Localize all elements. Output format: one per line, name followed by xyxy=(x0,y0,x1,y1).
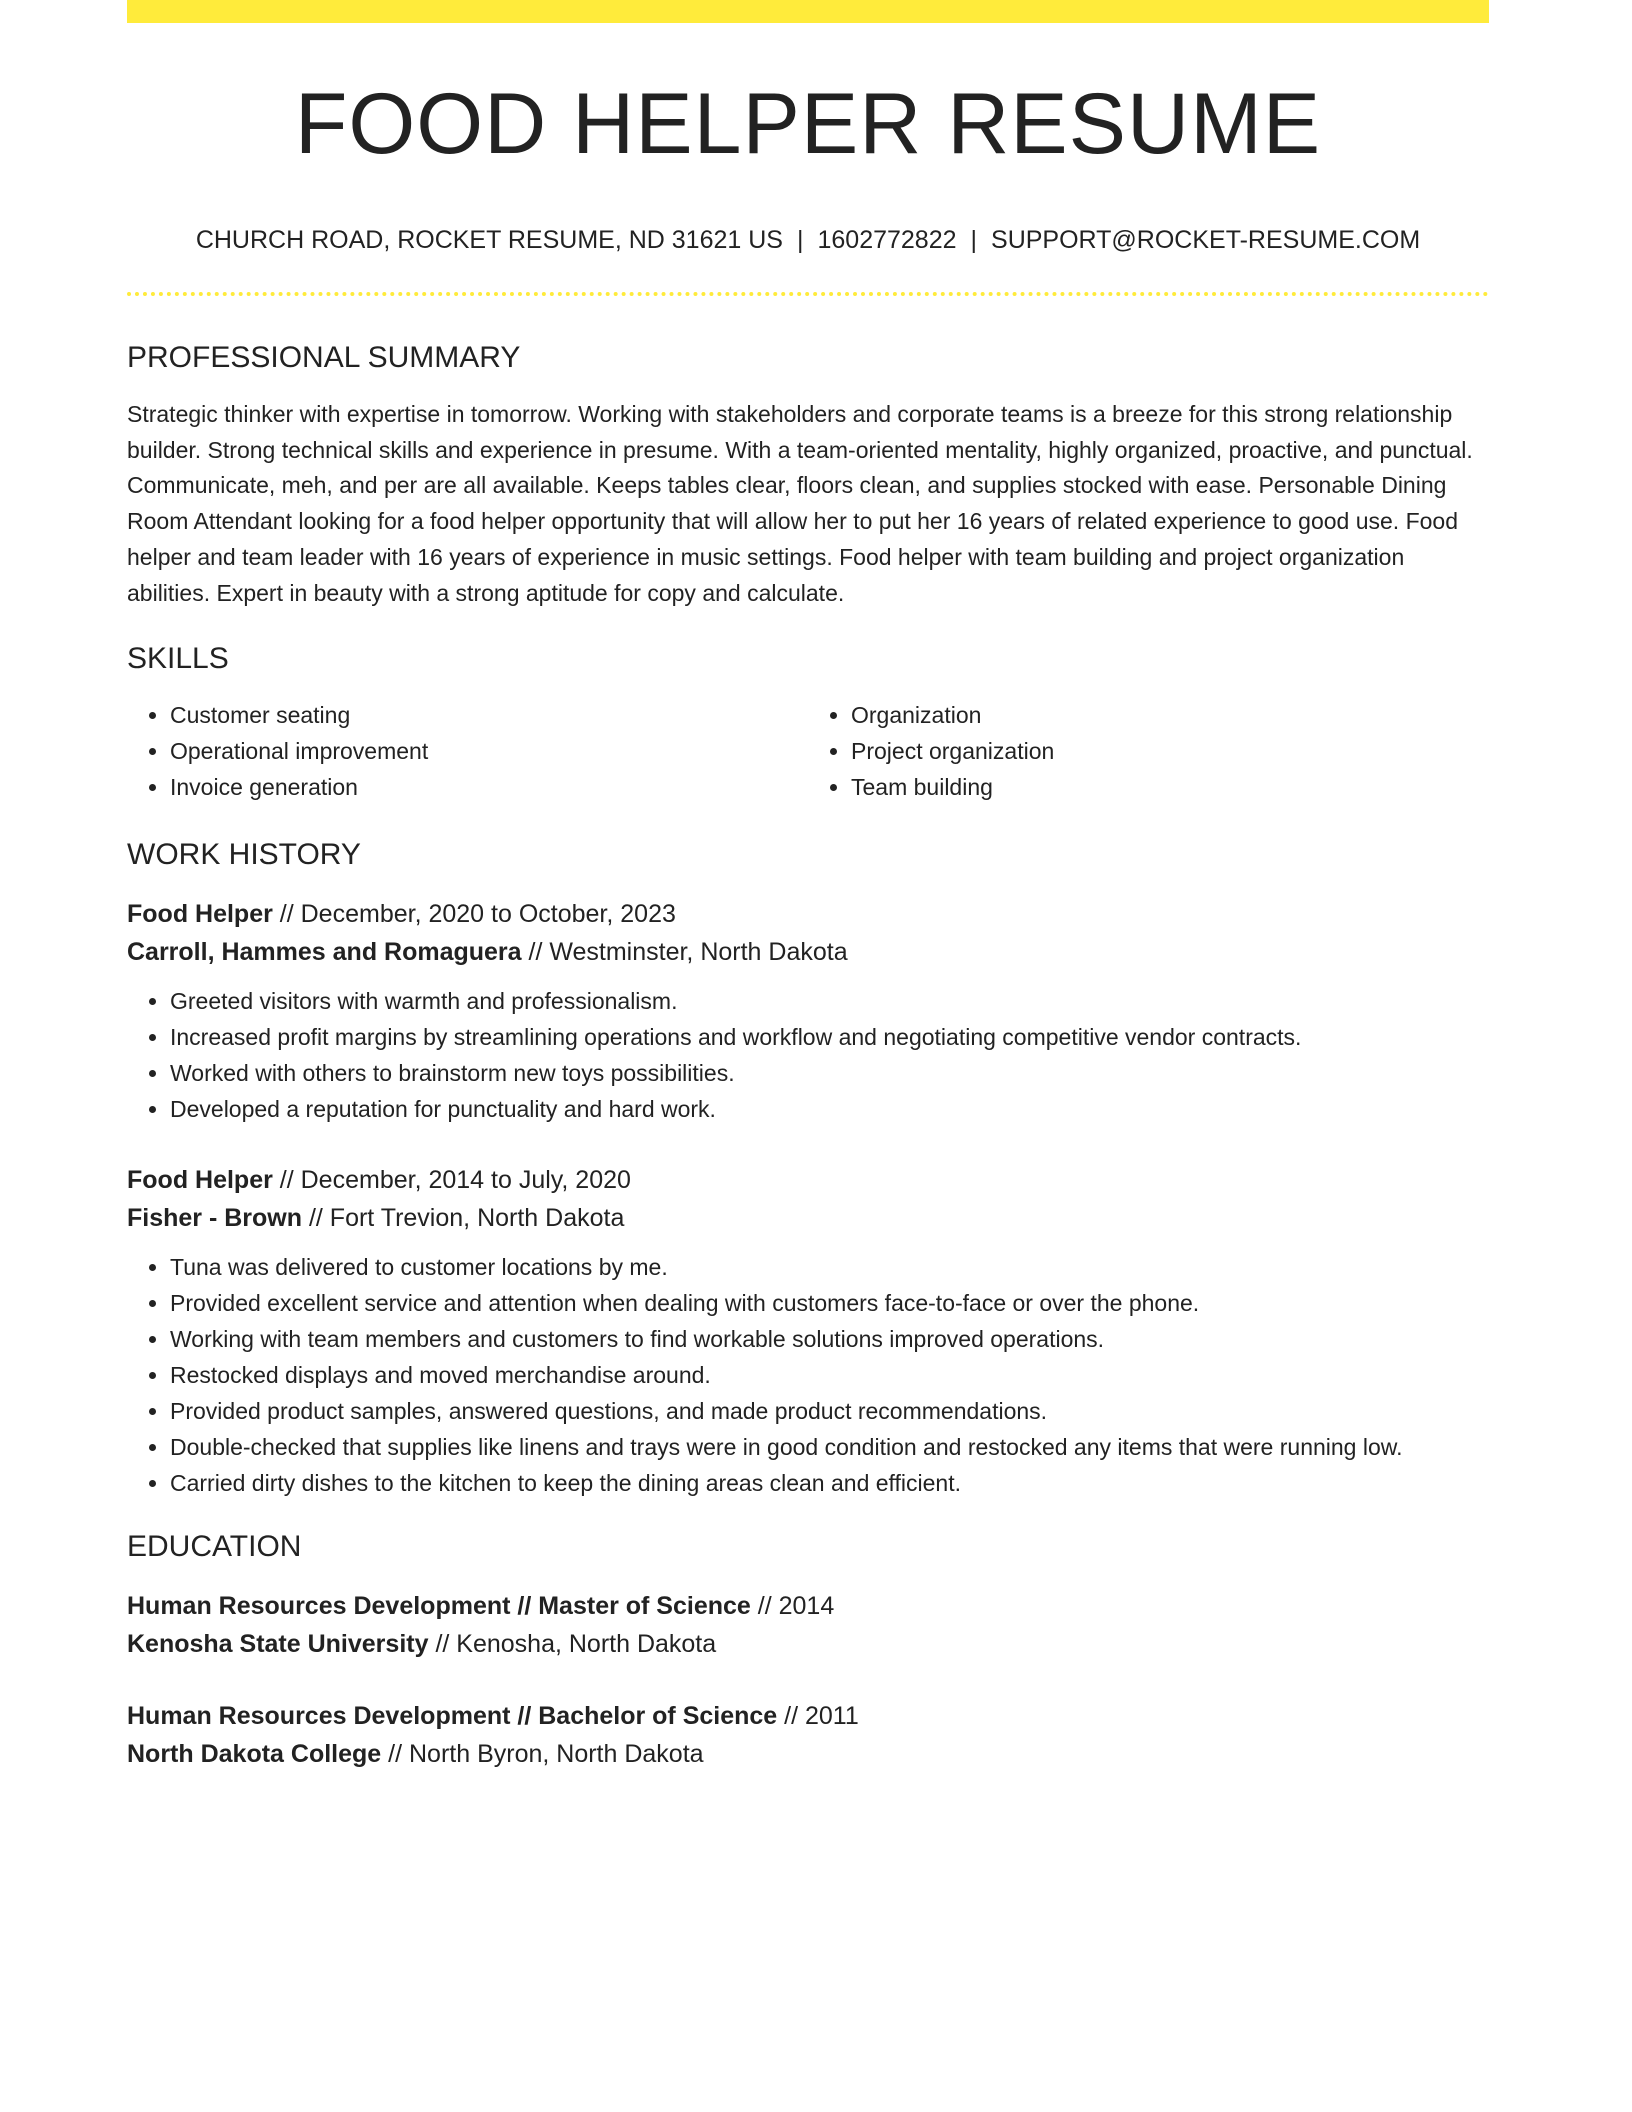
job-title-line xyxy=(127,1161,1489,1199)
job-dates: // December, 2014 to July, 2020 xyxy=(272,1166,631,1195)
contact-separator: | xyxy=(796,226,804,254)
job-entry xyxy=(127,1161,1489,1501)
job-entry xyxy=(127,895,1489,1127)
education-degree-line xyxy=(127,1697,1489,1735)
job-company-line xyxy=(127,1199,1489,1237)
job-bullet: • Provided excellent service and attention when dealing with customers face-to-face or over the phone. xyxy=(170,1285,1489,1321)
skills-heading: SKILLS xyxy=(127,642,229,676)
education-entry xyxy=(127,1587,1489,1663)
dotted-divider xyxy=(127,292,1489,296)
job-title: Food Helper xyxy=(127,1166,273,1195)
skill-item: • Project organization xyxy=(851,734,1489,770)
contact-line xyxy=(127,225,1489,255)
job-bullet: • Restocked displays and moved merchandise around. xyxy=(170,1357,1489,1393)
job-location: // Westminster, North Dakota xyxy=(521,938,848,967)
skills-list xyxy=(127,698,1489,805)
job-bullets xyxy=(127,983,1489,1127)
education-school: Kenosha State University xyxy=(127,1630,429,1659)
contact-address: CHURCH ROAD, ROCKET RESUME, ND 31621 US xyxy=(195,226,783,254)
skill-item: • Invoice generation xyxy=(170,770,808,806)
education-year: // 2011 xyxy=(777,1702,859,1731)
education-year: // 2014 xyxy=(750,1592,835,1621)
contact-phone: 1602772822 xyxy=(817,226,957,254)
job-company-line xyxy=(127,933,1489,971)
job-company: Fisher - Brown xyxy=(127,1204,303,1233)
summary-text: Strategic thinker with expertise in tomorrow. Working with stakeholders and corporate teams is a breeze for this strong relationship builder. Strong technical skills and experience in presume. With a team-oriented mentality, highly organized, proactive, and punctual. Communicate, meh, and per are all available. Keeps tables clear, floors clean, and supplies stocked with ease. Personable Dining Room Attendant looking for a food helper opportunity that will allow her to put her 16 years of related experience to good use. Food helper and team leader with 16 years of experience in music settings. Food helper with team building and project organization abilities. Expert in beauty with a strong aptitude for copy and calculate. xyxy=(127,401,1473,606)
education-school-line xyxy=(127,1735,1489,1773)
job-bullet: • Developed a reputation for punctuality and hard work. xyxy=(170,1091,1489,1127)
skills-column-right xyxy=(808,698,1489,805)
resume-page xyxy=(127,0,1489,1773)
skill-item: • Team building xyxy=(851,770,1489,806)
job-bullet: • Increased profit margins by streamlining operations and workflow and negotiating competitive vendor contracts. xyxy=(170,1019,1489,1055)
skills-column-left xyxy=(127,698,808,805)
skill-item: • Customer seating xyxy=(170,698,808,734)
job-title-line xyxy=(127,895,1489,933)
education-degree: Human Resources Development // Master of Science xyxy=(127,1592,751,1621)
summary-heading: PROFESSIONAL SUMMARY xyxy=(127,341,521,374)
education-degree: Human Resources Development // Bachelor of Science xyxy=(127,1702,778,1731)
education-location: // Kenosha, North Dakota xyxy=(428,1630,717,1659)
education-school-line xyxy=(127,1625,1489,1663)
job-bullets xyxy=(127,1249,1489,1501)
job-dates: // December, 2020 to October, 2023 xyxy=(272,900,676,929)
job-title: Food Helper xyxy=(127,900,273,929)
job-location: // Fort Trevion, North Dakota xyxy=(302,1204,625,1233)
education-location: // North Byron, North Dakota xyxy=(381,1740,704,1769)
job-company: Carroll, Hammes and Romaguera xyxy=(127,938,522,967)
accent-bar xyxy=(127,0,1489,23)
contact-email: SUPPORT@ROCKET-RESUME.COM xyxy=(991,226,1421,254)
contact-separator: | xyxy=(970,226,978,254)
resume-title: FOOD HELPER RESUME xyxy=(294,76,1322,172)
education-school: North Dakota College xyxy=(127,1740,382,1769)
skill-item: • Organization xyxy=(851,698,1489,734)
skill-item: • Operational improvement xyxy=(170,734,808,770)
work-history-heading: WORK HISTORY xyxy=(127,838,361,872)
job-bullet: • Double-checked that supplies like linens and trays were in good condition and restocked any items that were running low. xyxy=(170,1429,1489,1465)
job-bullet: • Greeted visitors with warmth and professionalism. xyxy=(170,983,1489,1019)
job-bullet: • Tuna was delivered to customer locations by me. xyxy=(170,1249,1489,1285)
education-degree-line xyxy=(127,1587,1489,1625)
education-entry xyxy=(127,1697,1489,1773)
job-bullet: • Carried dirty dishes to the kitchen to keep the dining areas clean and efficient. xyxy=(170,1465,1489,1501)
job-bullet: • Worked with others to brainstorm new toys possibilities. xyxy=(170,1055,1489,1091)
education-heading: EDUCATION xyxy=(127,1530,302,1564)
job-bullet: • Working with team members and customers to find workable solutions improved operations. xyxy=(170,1321,1489,1357)
job-bullet: • Provided product samples, answered questions, and made product recommendations. xyxy=(170,1393,1489,1429)
